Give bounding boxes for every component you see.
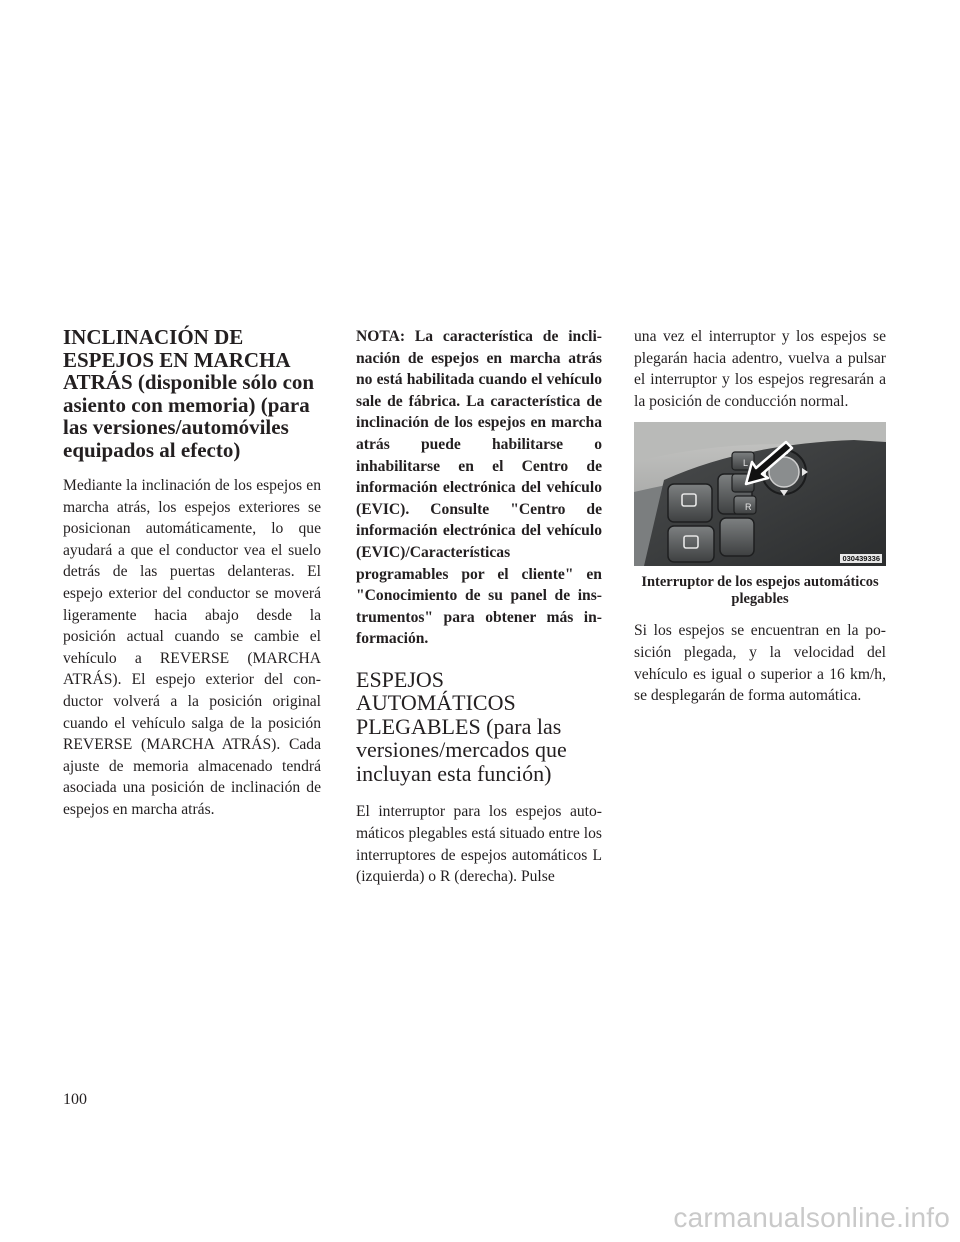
section-body-auto-fold-continued: una vez el interruptor y los espejos se plegarán hacia adentro, vuelva a pulsar el interruptor y los espejos regresarán a la posición de conducción normal. bbox=[634, 328, 886, 410]
section-body-auto-fold: El interruptor para los espejos automáticos plegables está situado entre los interruptores de espejos automáticos L (izquierda) o R (derecha). Pulse bbox=[356, 803, 602, 886]
window-switch-rear-right bbox=[720, 518, 754, 556]
page-number: 100 bbox=[63, 1091, 87, 1108]
section-body-auto-unfold: Si los espejos se encuentran en la posición plegada, y la velocidad del vehículo es igual o superior a 16 km/h, se desplegarán de forma automática. bbox=[634, 622, 886, 705]
section-body-reverse-tilt: Mediante la inclinación de los espejos en marcha atrás, los espejos exteriores se posicionan automáticamente, lo que ayudará a que el conductor vea el suelo detrás de las puertas delanteras. El espejo exterior del conductor se moverá ligeramente hacia abajo desde la posición actual cuando se cambie el vehículo a REVERSE (MARCHA ATRÁS). El espejo exterior del conductor volverá a la posición original cuando el vehículo salga de la posición REVERSE (MARCHA ATRÁS). Cada ajuste de memoria almacenado tendrá asociada una posición de inclinación de espejos en marcha atrás. bbox=[63, 477, 321, 818]
column-right bbox=[634, 326, 886, 707]
column-left bbox=[63, 326, 321, 821]
note-paragraph: NOTA: La característica de inclinación de espejos en marcha atrás no está habilitada cuando el vehículo sale de fábrica. La característica de inclinación de los espejos en marcha atrás puede habilitarse o inhabilitarse en el Centro de información electrónica del vehículo (EVIC). Consulte "Centro de información electrónica del vehículo (EVIC)/Características programables por el cliente" en "Conocimiento de su panel de instrumentos" para obtener más información. bbox=[356, 328, 602, 648]
mirror-switch-photo bbox=[634, 422, 886, 566]
column-middle bbox=[356, 326, 602, 888]
window-switch-rear bbox=[668, 526, 714, 562]
section-title-auto-fold: ESPEJOS AUTOMÁTICOS PLEGABLES (para las versiones/mercados que incluyan esta función) bbox=[356, 666, 567, 786]
figure-caption: Interruptor de los espejos automáticos plegables bbox=[641, 574, 879, 608]
window-switch-front bbox=[668, 484, 712, 522]
mirror-switch-illustration bbox=[634, 422, 886, 566]
svg-text:R: R bbox=[745, 502, 752, 513]
figure-code: 030439336 bbox=[842, 554, 880, 564]
section-title-reverse-tilt: INCLINACIÓN DE ESPEJOS EN MARCHA ATRÁS (disponible sólo con asiento con memoria) (para las versiones/automóviles equipados al efecto) bbox=[63, 325, 315, 462]
watermark: carmanualsonline.info bbox=[673, 1202, 950, 1233]
svg-text:L: L bbox=[743, 458, 749, 469]
